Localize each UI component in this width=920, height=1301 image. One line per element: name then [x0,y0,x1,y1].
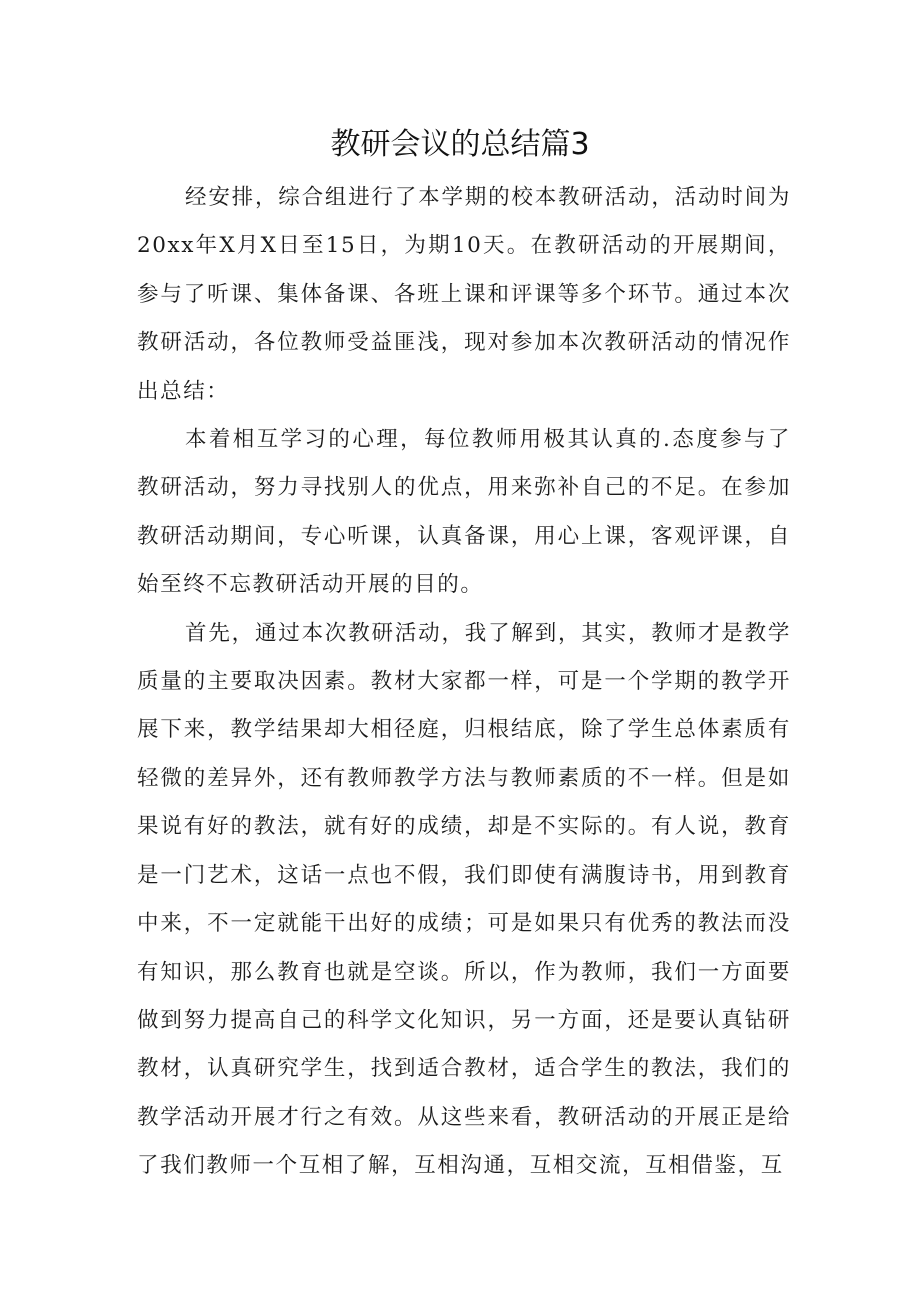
paragraph-2: 本着相互学习的心理，每位教师用极其认真的.态度参与了教研活动，努力寻找别人的优点，用来弥补自己的不足。在参加教研活动期间，专心听课，认真备课，用心上课，客观评课，自始至终不忘教研活动开展的目的。 [137,427,791,598]
document-body [137,174,791,1191]
paragraph-3: 首先，通过本次教研活动，我了解到，其实，教师才是教学质量的主要取决因素。教材大家都一样，可是一个学期的教学开展下来，教学结果却大相径庭，归根结底，除了学生总体素质有轻微的差异外，还有教师教学方法与教师素质的不一样。但是如果说有好的教法，就有好的成绩，却是不实际的。有人说，教育是一门艺术，这话一点也不假，我们即使有满腹诗书，用到教育中来，不一定就能干出好的成绩；可是如果只有优秀的教法而没有知识，那么教育也就是空谈。所以，作为教师，我们一方面要做到努力提高自己的科学文化知识，另一方面，还是要认真钻研教材，认真研究学生，找到适合教材，适合学生的教法，我们的教学活动开展才行之有效。从这些来看，教研活动的开展正是给了我们教师一个互相了解，互相沟通，互相交流，互相借鉴，互 [137,620,791,1179]
paragraph-1: 经安排，综合组进行了本学期的校本教研活动，活动时间为20xx年X月X日至15日，为期10天。在教研活动的开展期间，参与了听课、集体备课、各班上课和评课等多个环节。通过本次教研活动，各位教师受益匪浅，现对参加本次教研活动的情况作出总结： [137,185,791,404]
document-title: 教研会议的总结篇3 [330,127,590,162]
